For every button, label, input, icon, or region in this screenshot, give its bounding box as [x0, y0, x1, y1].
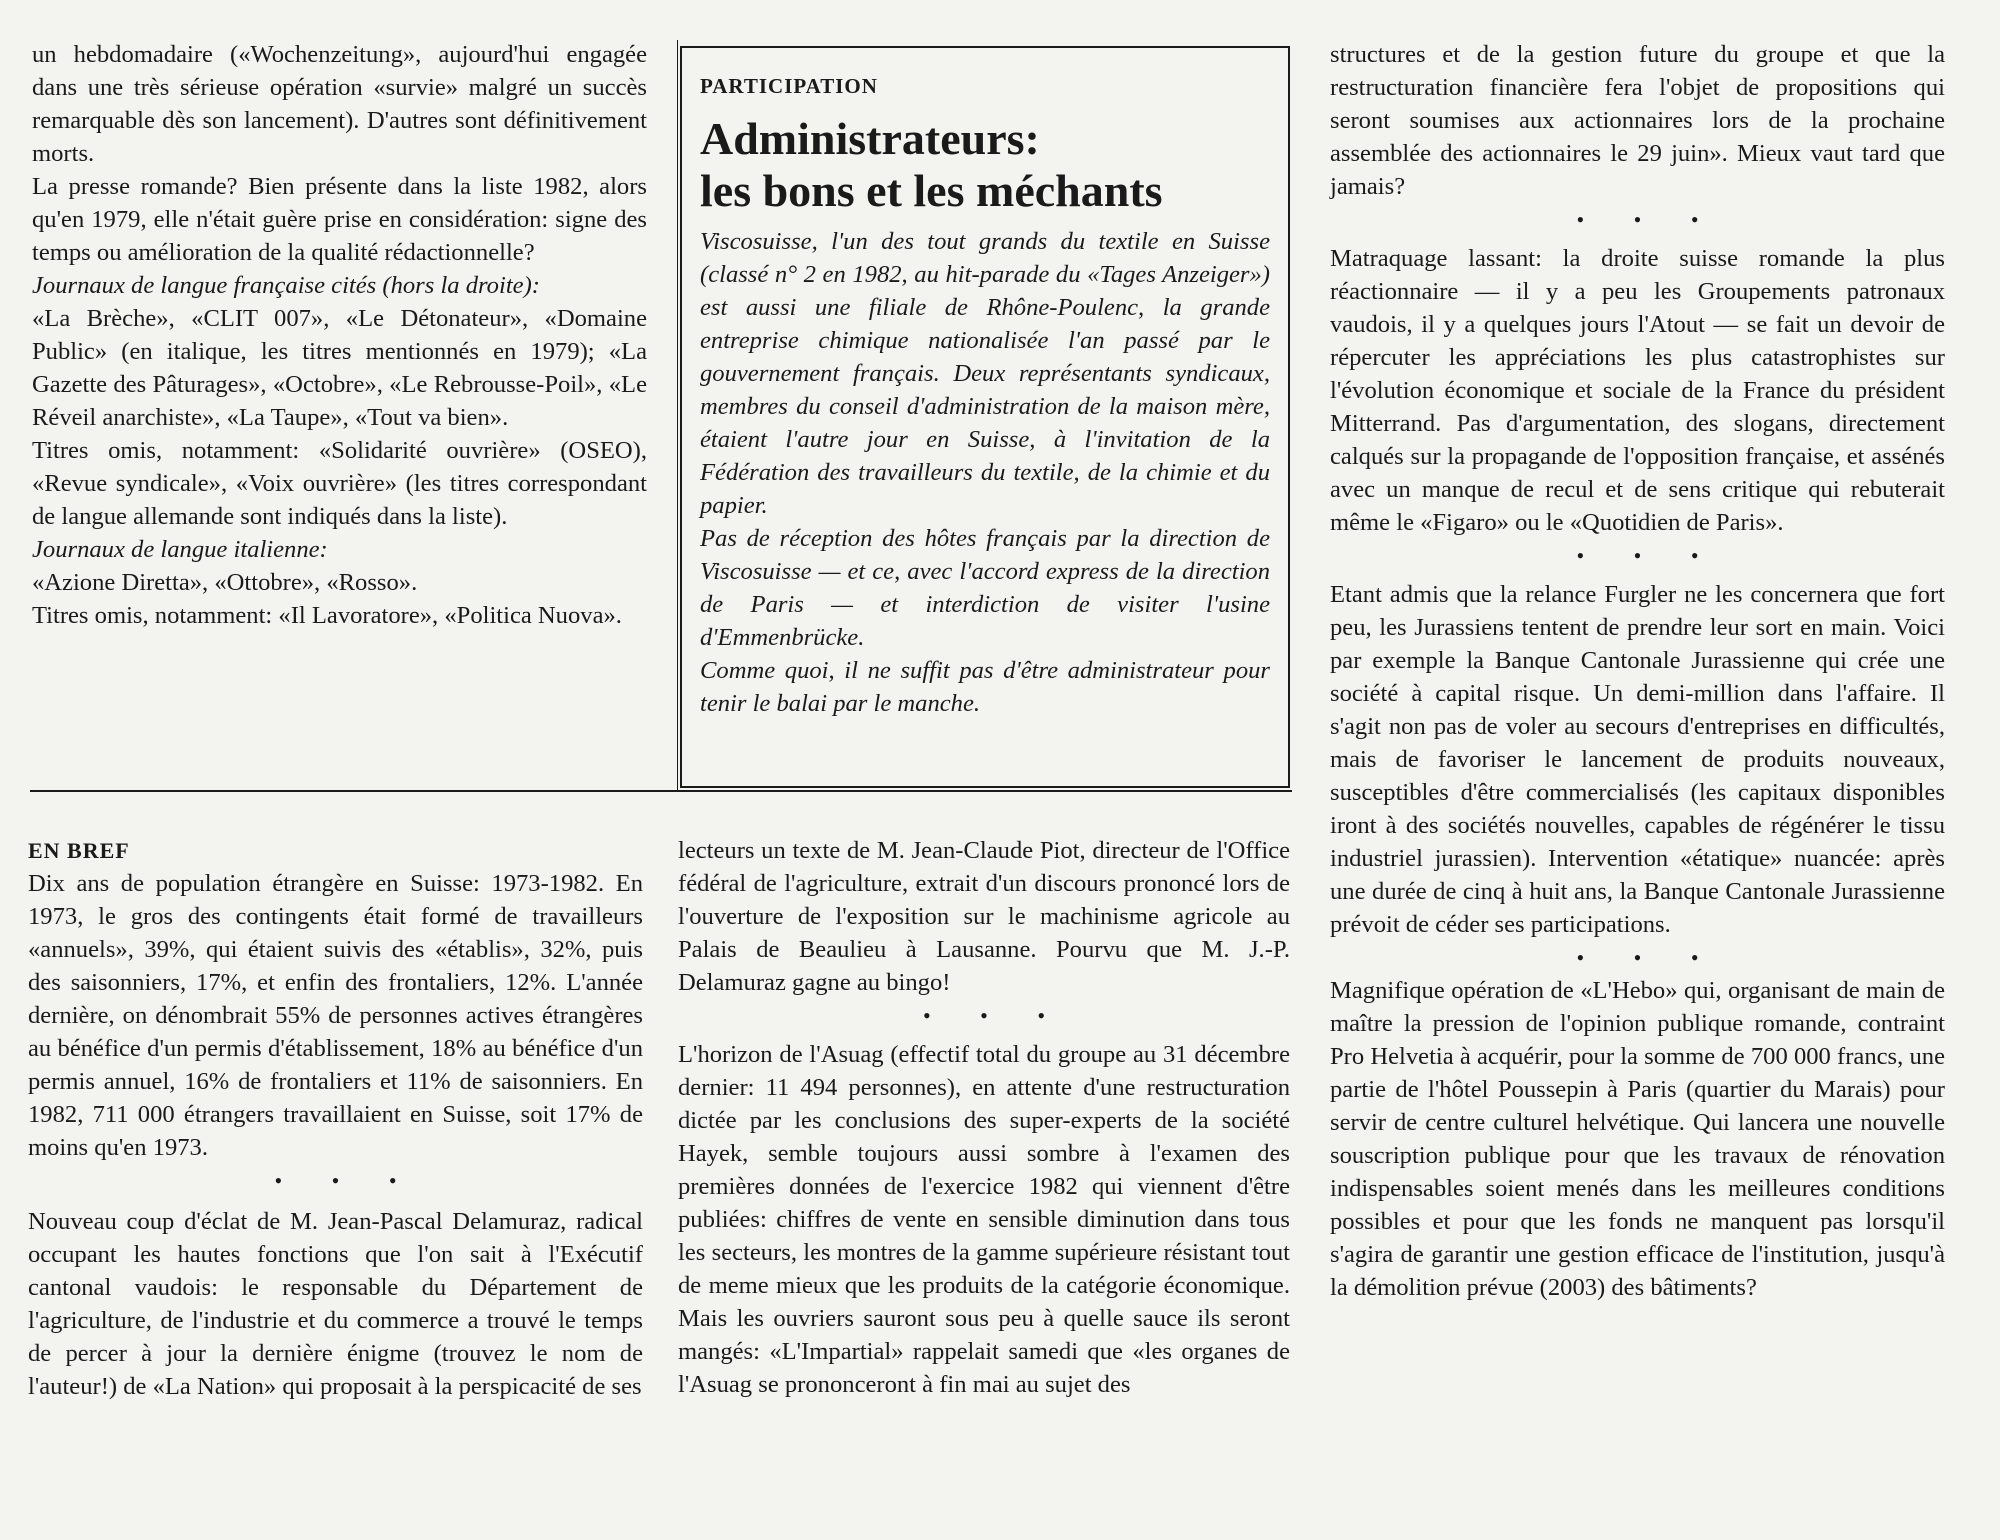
subheading: Journaux de langue italienne: [32, 536, 328, 563]
paragraph: Comme quoi, il ne suffit pas d'être administrateur pour tenir le balai par le manche. [700, 657, 1270, 717]
paragraph: Etant admis que la relance Furgler ne les concernera que fort peu, les Jurassiens tentent de prendre leur sort en main. Voici par exemple la Banque Cantonale Jurassienne qui crée une société à capital risque. Un demi-million dans l'affaire. Il s'agit non pas de voler au secours d'entreprises en difficultés, mais de favoriser le lancement de produits nouveaux, susceptibles d'être commercialisés (les capitaux disponibles iront à des sociétés nouvelles, capables de régénérer le tissu industriel jurassien). Intervention «étatique» nuancée: après une durée de cinq à huit ans, la Banque Cantonale Jurassienne prévoit de céder ses participations. [1330, 581, 1945, 938]
separator: • • • [1576, 945, 1721, 970]
paragraph: «La Brèche», «CLIT 007», «Le Détonateur», «Domaine Public» (en italique, les titres mentionnés en 1979); «La Gazette des Pâturages», «Octobre», «Le Rebrousse-Poil», «Le Réveil anarchiste», «La Taupe», «Tout va bien». [32, 305, 647, 431]
subheading: Journaux de langue française cités (hors la droite): [32, 272, 540, 299]
article-headline [700, 113, 1270, 217]
separator: • • • [922, 1003, 1068, 1028]
headline-line-2: les bons et les méchants [700, 165, 1163, 216]
separator: • • • [274, 1168, 419, 1193]
column-right [1330, 38, 1945, 1304]
column-divider [677, 40, 678, 792]
separator: • • • [1576, 543, 1721, 568]
paragraph: «Azione Diretta», «Ottobre», «Rosso». [32, 569, 418, 596]
paragraph: Nouveau coup d'éclat de M. Jean-Pascal Delamuraz, radical occupant les hautes fonctions que l'on sait à l'Exécutif cantonal vaudois: le responsable du Département de l'agriculture, de l'industrie et du commerce a trouvé le temps de percer à jour la dernière énigme (trouvez le nom de l'auteur!) de «La Nation» qui proposait à la perspicacité de ses [28, 1208, 643, 1400]
paragraph: Titres omis, notamment: «Il Lavoratore», «Politica Nuova». [32, 602, 622, 629]
paragraph: lecteurs un texte de M. Jean-Claude Piot, directeur de l'Office fédéral de l'agriculture, extrait d'un discours prononcé lors de l'ouverture de l'exposition sur le machinisme agricole au Palais de Beaulieu à Lausanne. Pourvu que M. J.-P. Delamuraz gagne au bingo! [678, 837, 1290, 996]
column-bottom-left [28, 834, 643, 1403]
paragraph: structures et de la gestion future du groupe et que la restructuration financière fera l'objet de propositions qui seront soumises aux actionnaires lors de la prochaine assemblée des actionnaires le 29 juin». Mieux vaut tard que jamais? [1330, 41, 1945, 200]
headline-line-1: Administrateurs: [700, 113, 1040, 164]
participation-box [680, 46, 1290, 788]
paragraph: Dix ans de population étrangère en Suisse: 1973-1982. En 1973, le gros des contingents était formé de travailleurs «annuels», 39%, qui étaient suivis des «établis», 32%, puis des saisonniers, 17%, et enfin des frontaliers, 12%. L'année dernière, on dénombrait 55% de personnes actives étrangères au bénéfice d'un permis d'établissement, 18% au bénéfice d'un permis annuel, 16% de frontaliers et 11% de saisonniers. En 1982, 711 000 étrangers travaillaient en Suisse, soit 17% de moins qu'en 1973. [28, 870, 643, 1161]
section-kicker: EN BREF [28, 838, 130, 863]
paragraph: Viscosuisse, l'un des tout grands du textile en Suisse (classé n° 2 en 1982, au hit-parade du «Tages Anzeiger») est aussi une filiale de Rhône-Poulenc, la grande entreprise chimique nationalisée l'an passé par le gouvernement français. Deux représentants syndicaux, membres du conseil d'administration de la maison mère, étaient l'autre jour en Suisse, à l'invitation de la Fédération des travailleurs du textile, de la chimie et du papier. [700, 228, 1270, 519]
section-rule [30, 790, 1292, 792]
paragraph: un hebdomadaire («Wochenzeitung», aujourd'hui engagée dans une très sérieuse opération «survie» malgré un succès remarquable dès son lancement). D'autres sont définitivement morts. [32, 41, 647, 167]
separator: • • • [1576, 207, 1721, 232]
section-kicker: PARTICIPATION [700, 74, 878, 98]
paragraph: Matraquage lassant: la droite suisse romande la plus réactionnaire — il y a peu les Groupements patronaux vaudois, il y a quelques jours l'Atout — se fait un devoir de répercuter les appréciations les plus catastrophistes sur l'évolution économique et sociale de la France du président Mitterrand. Pas d'argumentation, des slogans, directement calqués sur la propagande de l'opposition française, et assénés avec un manque de recul et de sens critique qui rebuterait même le «Figaro» ou le «Quotidien de Paris». [1330, 245, 1945, 536]
paragraph: Titres omis, notamment: «Solidarité ouvrière» (OSEO), «Revue syndicale», «Voix ouvrière» (les titres correspondant de langue allemande sont indiqués dans la liste). [32, 437, 647, 530]
paragraph: La presse romande? Bien présente dans la liste 1982, alors qu'en 1979, elle n'était guère prise en considération: signe des temps ou amélioration de la qualité rédactionnelle? [32, 173, 647, 266]
paragraph: L'horizon de l'Asuag (effectif total du groupe au 31 décembre dernier: 11 494 personnes), en attente d'une restructuration dictée par les conclusions des super-experts de la société Hayek, semble toujours aussi sombre à l'examen des premières données de l'exercice 1982 qui viennent d'être publiées: chiffres de vente en sensible diminution dans tous les secteurs, les montres de la gamme supérieure résistant tout de meme mieux que les produits de la catégorie économique. Mais les ouvriers sauront sous peu à quelle sauce ils seront mangés: «L'Impartial» rappelait samedi que «les organes de l'Asuag se prononceront à fin mai au sujet des [678, 1041, 1290, 1398]
column-top-left [32, 38, 647, 632]
paragraph: Magnifique opération de «L'Hebo» qui, organisant de main de maître la pression de l'opinion publique romande, contraint Pro Helvetia à acquérir, pour la somme de 700 000 francs, une partie de l'hôtel Poussepin à Paris (quartier du Marais) pour servir de centre culturel helvétique. Qui lancera une nouvelle souscription publique pour que les travaux de rénovation indispensables soient menés dans les meilleures conditions possibles et pour que les fonds ne manquent pas lorsqu'il s'agira de garantir une gestion efficace de l'institution, jusqu'à la démolition prévue (2003) des bâtiments? [1330, 977, 1945, 1301]
column-bottom-middle [678, 834, 1290, 1401]
paragraph: Pas de réception des hôtes français par la direction de Viscosuisse — et ce, avec l'accord express de la direction de Paris — et interdiction de visiter l'usine d'Emmenbrücke. [700, 525, 1270, 651]
